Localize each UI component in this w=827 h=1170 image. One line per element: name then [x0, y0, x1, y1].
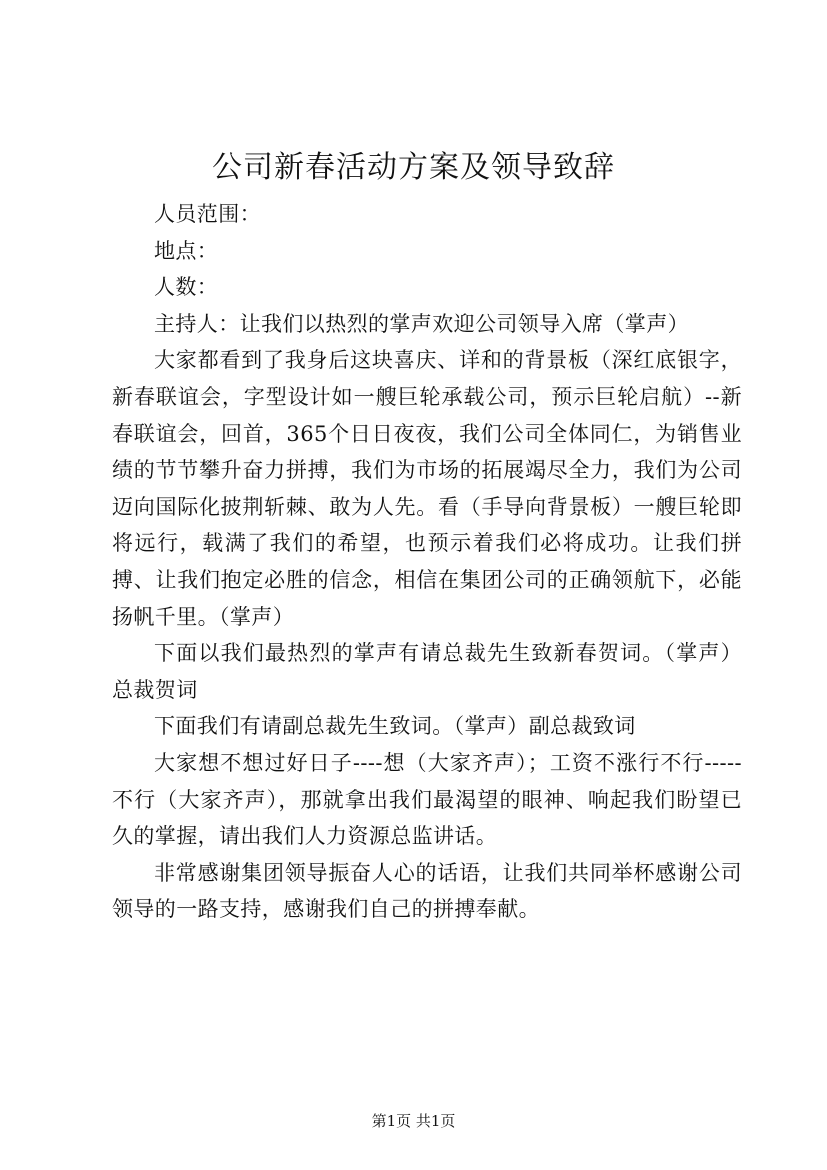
paragraph-vice-president-speech: 下面我们有请副总裁先生致词。（掌声）副总裁致词 — [154, 714, 636, 739]
paragraph-host-opening: 主持人：让我们以热烈的掌声欢迎公司领导入席（掌声） — [154, 311, 689, 336]
paragraph-backdrop-speech: 大家都看到了我身后这块喜庆、详和的背景板（深红底银字，新春联谊会，字型设计如一艘巨轮承载公司，预示巨轮启航）--新春联谊会，回首，365个日日夜夜，我们公司全体同仁，为销售业绩的节节攀升奋力拼搏，我们为市场的拓展竭尽全力，我们为公司迈向国际化披荆斩棘、敢为人先。看（手导向背景板）一艘巨轮即将远行，载满了我们的希望，也预示着我们必将成功。让我们拼搏、让我们抱定必胜的信念，相信在集团公司的正确领航下，必能扬帆千里。（掌声） — [112, 348, 742, 629]
page-footer: 第1页 共1页 — [371, 1112, 456, 1130]
paragraph-headcount: 人数： — [154, 275, 219, 300]
paragraph-president-speech: 下面以我们最热烈的掌声有请总裁先生致新春贺词。（掌声）总裁贺词 — [112, 641, 742, 702]
paragraph-location: 地点： — [154, 238, 219, 263]
paragraph-closing-toast: 非常感谢集团领导振奋人心的话语，让我们共同举杯感谢公司领导的一路支持，感谢我们自己的拼搏奉献。 — [112, 860, 742, 922]
document-title: 公司新春活动方案及领导致辞 — [212, 150, 615, 185]
document-body — [112, 196, 742, 928]
paragraph-personnel-scope: 人员范围： — [154, 202, 261, 226]
paragraph-hr-director-intro: 大家想不想过好日子----想（大家齐声）；工资不涨行不行-----不行（大家齐声），那就拿出我们最渴望的眼神、响起我们盼望已久的掌握，请出我们人力资源总监讲话。 — [112, 750, 742, 849]
